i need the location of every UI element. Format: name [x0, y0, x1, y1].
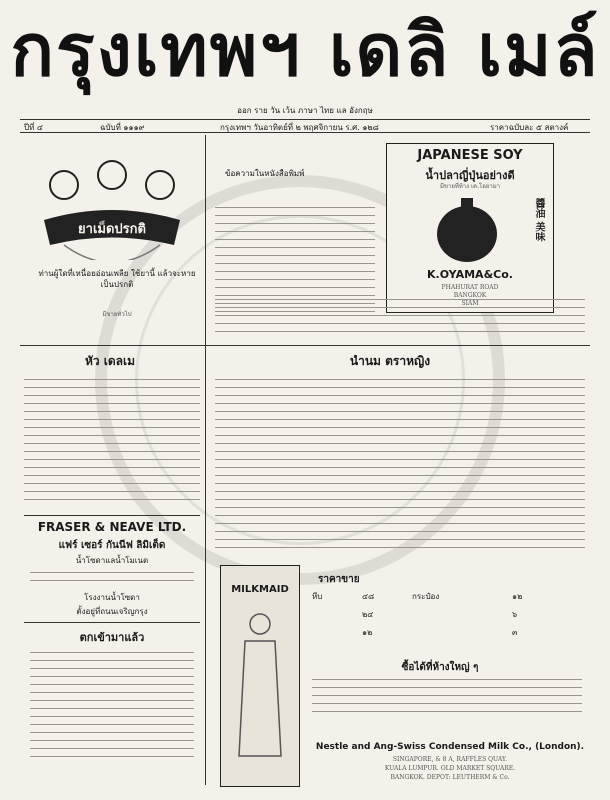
column-divider-left	[205, 135, 206, 785]
milkmaid-can-illustration	[220, 565, 300, 787]
issue-info-bar	[20, 119, 590, 133]
issue-date: กรุงเทพฯ วันอาทิตย์ที่ ๒ พฤศจิกายน ร.ศ. ๑๒๘	[220, 123, 379, 132]
buy-heading: ซื้อได้ที่ห้างใหญ่ ๆ	[401, 662, 479, 673]
price-row-qty: ๒๔	[362, 610, 374, 619]
footer-company: Nestle and Ang-Swiss Condensed Milk Co., (London).	[315, 742, 585, 752]
center-column-text-lines	[215, 372, 585, 555]
soy-ad-kanji: 醬油 美味	[533, 198, 544, 242]
left-column-heading: หัว เดลเม	[84, 354, 136, 368]
masthead-tagline: ออก ราย วัน เว้น ภาษา ไทย แล อังกฤษ	[237, 106, 373, 115]
price-row-price: ๑๒	[512, 592, 523, 601]
issue-price: ราคาฉบับละ ๕ สตางค์	[490, 123, 569, 132]
fraser-line3: ตั้งอยู่ที่ถนนเจริญกรุง	[76, 607, 148, 616]
can-label: MILKMAID	[231, 584, 289, 595]
year-label: ปีที่ ๔	[24, 123, 43, 132]
fraser-thai: แฟร์ เซอร์ กันนีฟ ลิมิเต็ด	[58, 540, 166, 551]
buy-text-lines	[312, 672, 582, 719]
lost-text-lines	[30, 645, 194, 764]
soy-ad-company: K.OYAMA&Co.	[427, 268, 513, 281]
masthead-title: กรุงเทพฯ เดลิ เมล์	[10, 8, 600, 92]
footer-line1: SINGAPORE, & 8 A, RAFFLES QUAY.	[392, 756, 508, 763]
price-row-qty: ๔๘	[362, 592, 375, 601]
footer-line2: KUALA LUMPUR. OLD MARKET SQUARE.	[384, 765, 516, 772]
price-row-price: ๖	[512, 610, 518, 619]
lost-top-rule	[24, 622, 200, 623]
price-table	[312, 590, 582, 648]
milkmaid-figure	[235, 606, 285, 766]
fraser-line1: น้ำโซดาแลน้ำโมเนด	[75, 556, 149, 565]
soy-bottle-illustration	[427, 196, 507, 266]
right-middle-text-lines	[215, 292, 585, 339]
fraser-title: FRASER & NEAVE LTD.	[37, 520, 187, 534]
footer-line3: BANGKOK. DEPOT: LEUTHERM & Co.	[390, 774, 510, 781]
left-ad	[24, 150, 200, 330]
soy-ad-title: JAPANESE SOY	[417, 148, 523, 163]
left-ad-text: ท่านผู้ใดที่เหนื่อยอ่อนเพลีย ใช้ยานี้ แล้วจะหายเป็นปรกติ	[38, 269, 196, 289]
price-row-qty: ๑๒	[362, 628, 373, 637]
price-heading: ราคาขาย	[318, 574, 360, 585]
soy-ad-address2: BANGKOK	[453, 292, 487, 299]
soy-ad-address3: SIAM	[461, 300, 479, 307]
people-illustration	[24, 150, 200, 260]
fraser-line2: โรงงานน้ำโซดา	[84, 593, 140, 602]
left-ad-banner: ยาเม็ดปรกติ	[78, 222, 146, 237]
soy-ad-address1: PHAHURAT ROAD	[441, 284, 499, 291]
left-ad-footer: มีขายทั่วไป	[102, 311, 132, 318]
price-row-price: ๓	[512, 628, 518, 637]
price-row-unit: กระป๋อง	[412, 592, 440, 601]
soy-ad-thai-sub: มีขายที่ห้าง เค.โอยามา	[439, 183, 501, 190]
fraser-top-rule	[24, 515, 200, 516]
section-divider	[20, 345, 590, 346]
price-row-label: หีบ	[312, 592, 323, 601]
soy-ad-thai-title: น้ำปลาญี่ปุ่นอย่างดี	[425, 169, 515, 182]
japanese-soy-ad	[386, 143, 554, 313]
fraser-text-lines	[30, 565, 194, 588]
lost-heading: ตกเข้ามาแล้ว	[79, 631, 145, 644]
left-column-text-lines	[24, 372, 200, 507]
center-top-notice: ข้อความในหนังสือพิมพ์	[225, 169, 305, 178]
issue-number: ฉบับที่ ๑๑๑๙	[100, 123, 145, 132]
center-column-heading: นำนม ตราหญิง	[349, 354, 431, 368]
